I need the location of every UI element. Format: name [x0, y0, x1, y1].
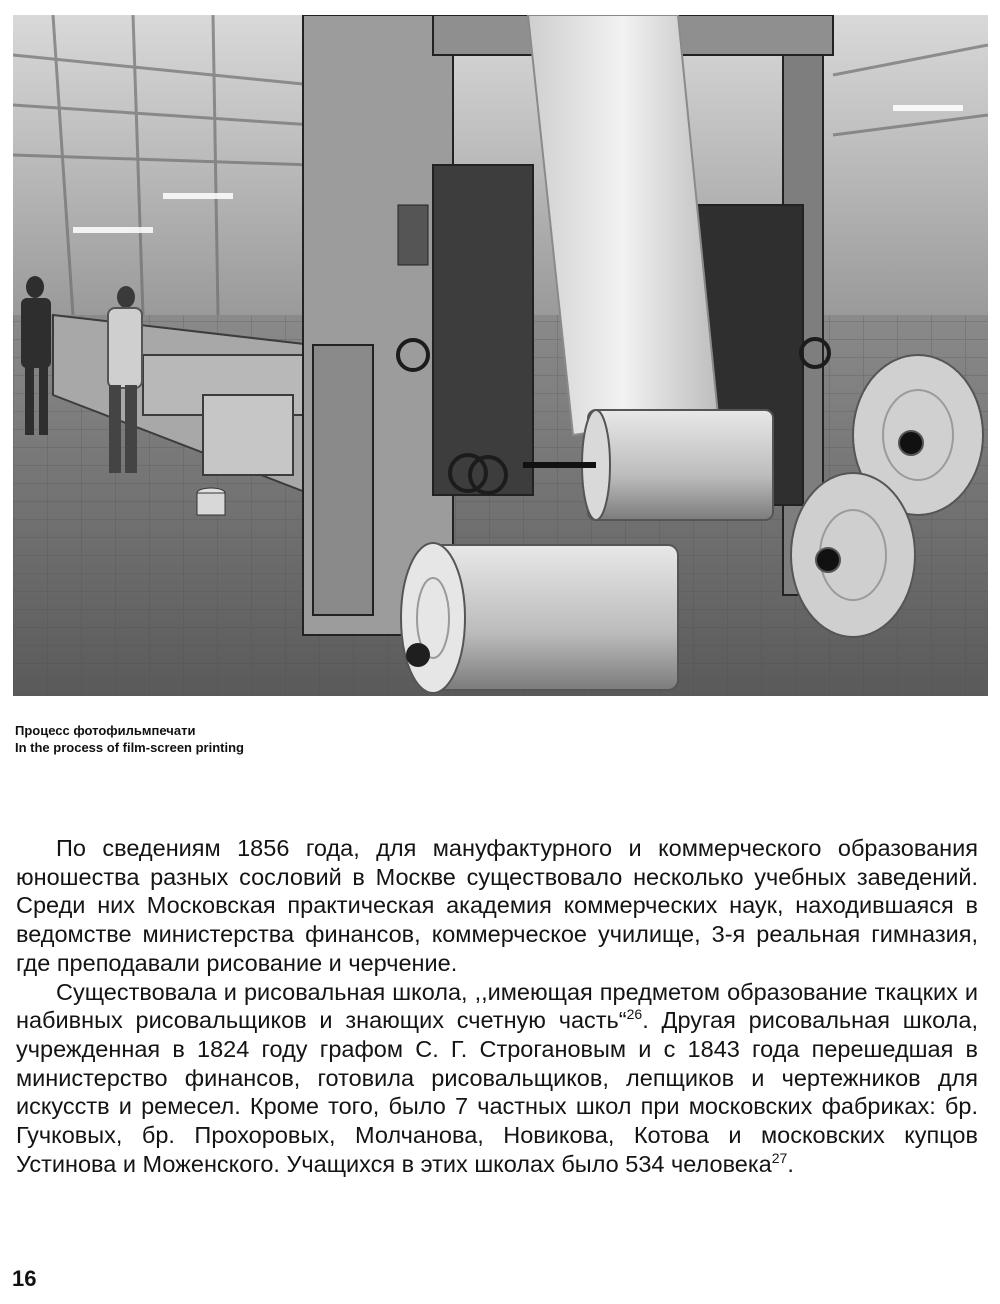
caption-russian: Процесс фотофильмпечати — [15, 723, 196, 738]
paragraph-2-part-2: . Другая рисовальная школа, учрежденная в 1824 году графом С. Г. Строгановым и с 1843 года перешедшая в министерство финансов, готовила рисовальщиков, лепщиков и чертежников для искусств и ремесел. Кроме того, было 7 частных школ при московских фабриках: бр. Гучковых, бр. Прохоровых, Молчанова, Новикова, Котова и московских купцов Устинова и Моженского. Учащихся в этих школах было 534 человека — [16, 1007, 978, 1177]
caption-english: In the process of film-screen printing — [15, 740, 244, 755]
factory-photo — [13, 15, 988, 696]
paragraph-2-part-3: . — [787, 1150, 794, 1177]
paragraph-2-part-1: Существовала и рисовальная школа, ,,имеющая предметом образование ткацких и набивных рисовальщиков и знающих счетную часть“ — [16, 978, 978, 1034]
page-number: 16 — [12, 1266, 37, 1291]
factory-photo-illustration — [13, 15, 988, 696]
paragraph-2 — [16, 978, 978, 1179]
photo-caption — [15, 722, 244, 756]
footnote-ref-27: 27 — [771, 1149, 788, 1166]
body-text — [16, 834, 978, 1178]
footnote-ref-26: 26 — [626, 1006, 643, 1023]
paragraph-1: По сведениям 1856 года, для мануфактурного и коммерческого образования юношества разных сословий в Москве существовало несколько учебных заведений. Среди них Московская практическая академия коммерческих наук, находившаяся в ведомстве министерства финансов, коммерческое училище, 3-я реальная гимназия, где преподавали рисование и черчение. — [16, 835, 978, 976]
